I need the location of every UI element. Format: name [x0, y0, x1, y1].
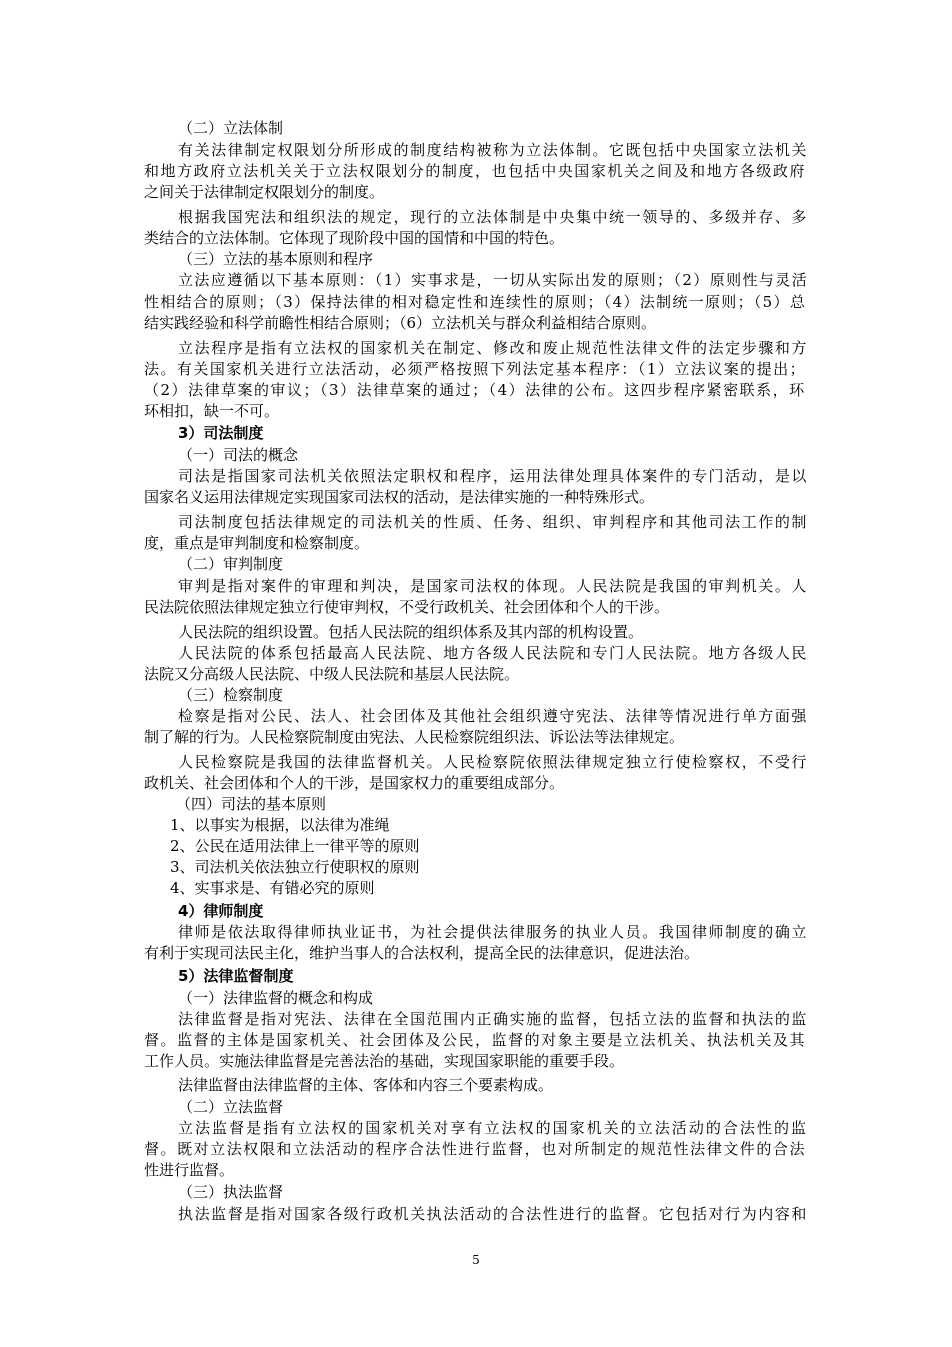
text-line: 3、司法机关依法独立行使职权的原则	[170, 858, 420, 876]
text-line: （二）立法监督	[178, 1098, 284, 1116]
text-line: （三）立法的基本原则和程序	[178, 250, 374, 268]
text-line: 立法程序是指有立法权的国家机关在制定、修改和废止规范性法律文件的法定步骤和方	[178, 339, 809, 357]
text-line: 人民法院的组织设置。包括人民法院的组织体系及其内部的机构设置。	[178, 623, 644, 641]
text-line: 结实践经验和科学前瞻性相结合原则；（6）立法机关与群众利益相结合原则。	[144, 314, 657, 332]
text-line: （二）立法体制	[178, 119, 284, 137]
section-heading: 5）法律监督制度	[178, 967, 294, 985]
text-line: 律师是依法取得律师执业证书，为社会提供法律服务的执业人员。我国律师制度的确立	[178, 923, 809, 941]
text-line: 立法应遵循以下基本原则：（1）实事求是，一切从实际出发的原则；（2）原则性与灵活	[178, 271, 809, 289]
text-line: （三）检察制度	[178, 686, 284, 704]
text-line: 类结合的立法体制。它体现了现阶段中国的国情和中国的特色。	[144, 229, 565, 247]
text-line: 法。有关国家机关进行立法活动，必须严格按照下列法定基本程序：（1）立法议案的提出；	[144, 360, 807, 378]
text-line: 4、实事求是、有错必究的原则	[170, 879, 375, 897]
text-line: （一）司法的概念	[178, 446, 299, 464]
text-line: 民法院依照法律规定独立行使审判权，不受行政机关、社会团体和个人的干涉。	[144, 598, 670, 616]
text-line: 环相扣，缺一不可。	[144, 402, 280, 420]
text-line: 性进行监督。	[144, 1161, 235, 1179]
text-line: 检察是指对公民、法人、社会团体及其他社会组织遵守宪法、法律等情况进行单方面强	[178, 707, 809, 725]
text-line: 法院又分高级人民法院、中级人民法院和基层人民法院。	[144, 665, 520, 683]
text-line: （二）审判制度	[178, 555, 284, 573]
text-line: 有利于实现司法民主化，维护当事人的合法权利，提高全民的法律意识，促进法治。	[144, 944, 700, 962]
text-line: 司法制度包括法律规定的司法机关的性质、任务、组织、审判程序和其他司法工作的制	[178, 513, 809, 531]
text-line: 督。既对立法权限和立法活动的程序合法性进行监督，也对所制定的规范性法律文件的合法	[144, 1140, 807, 1158]
text-line: 国家名义运用法律规定实现国家司法权的活动，是法律实施的一种特殊形式。	[144, 488, 655, 506]
text-line: 司法是指国家司法机关依照法定职权和程序，运用法律处理具体案件的专门活动，是以	[178, 467, 809, 485]
text-line: 法律监督是指对宪法、法律在全国范围内正确实施的监督，包括立法的监督和执法的监	[178, 1010, 809, 1028]
text-line: 政机关、社会团体和个人的干涉，是国家权力的重要组成部分。	[144, 774, 565, 792]
text-line: 性相结合的原则；（3）保持法律的相对稳定性和连续性的原则；（4）法制统一原则；（5）总	[144, 293, 807, 311]
text-line: 法律监督由法律监督的主体、客体和内容三个要素构成。	[178, 1076, 554, 1094]
text-line: 和地方政府立法机关关于立法权限划分的制度，也包括中央国家机关之间及和地方各级政府	[144, 162, 807, 180]
text-line: （四）司法的基本原则	[176, 795, 327, 813]
text-line: （一）法律监督的概念和构成	[178, 989, 374, 1007]
section-heading: 4）律师制度	[178, 902, 264, 920]
text-line: 度，重点是审判制度和检察制度。	[144, 534, 370, 552]
text-line: 工作人员。实施法律监督是完善法治的基础，实现国家职能的重要手段。	[144, 1052, 625, 1070]
text-line: 人民检察院是我国的法律监督机关。人民检察院依照法律规定独立行使检察权，不受行	[178, 753, 809, 771]
text-line: 立法监督是指有立法权的国家机关对享有立法权的国家机关的立法活动的合法性的监	[178, 1119, 809, 1137]
text-line: 有关法律制定权限划分所形成的制度结构被称为立法体制。它既包括中央国家立法机关	[178, 141, 809, 159]
text-line: 执法监督是指对国家各级行政机关执法活动的合法性进行的监督。它包括对行为内容和	[178, 1205, 809, 1223]
text-line: 1、以事实为根据，以法律为准绳	[170, 816, 390, 834]
page-number: 5	[472, 1253, 480, 1267]
text-line: （三）执法监督	[178, 1183, 284, 1201]
text-line: 制了解的行为。人民检察院制度由宪法、人民检察院组织法、诉讼法等法律规定。	[144, 728, 685, 746]
text-line: （2）法律草案的审议；（3）法律草案的通过；（4）法律的公布。这四步程序紧密联系，环	[144, 381, 806, 399]
text-line: 之间关于法律制定权限划分的制度。	[144, 183, 385, 201]
text-line: 根据我国宪法和组织法的规定，现行的立法体制是中央集中统一领导的、多级并存、多	[178, 208, 809, 226]
text-line: 人民法院的体系包括最高人民法院、地方各级人民法院和专门人民法院。地方各级人民	[178, 644, 809, 662]
text-line: 2、公民在适用法律上一律平等的原则	[170, 837, 420, 855]
section-heading: 3）司法制度	[178, 424, 264, 442]
text-line: 督。监督的主体是国家机关、社会团体及公民，监督的对象主要是立法机关、执法机关及其	[144, 1031, 807, 1049]
text-line: 审判是指对案件的审理和判决，是国家司法权的体现。人民法院是我国的审判机关。人	[178, 577, 809, 595]
